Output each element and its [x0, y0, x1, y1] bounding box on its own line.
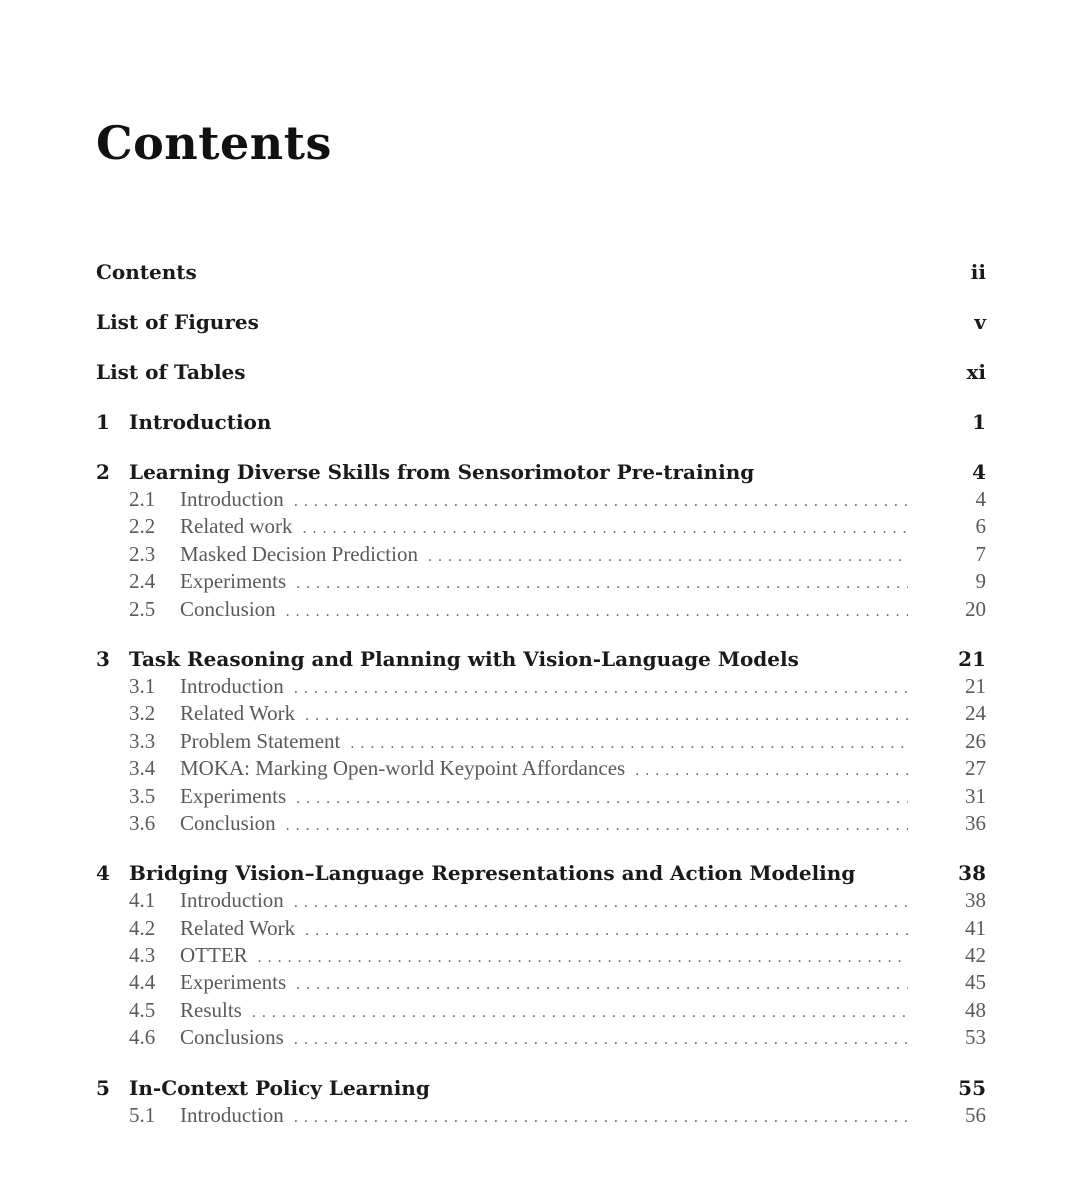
section-page: 27 — [965, 756, 986, 781]
section-number: 3.3 — [129, 728, 156, 753]
section-number: 4.4 — [129, 970, 156, 995]
section-number: 2.5 — [129, 596, 156, 621]
dot-leader — [305, 917, 908, 944]
toc-chapter-4 — [96, 859, 986, 1051]
section-title: Conclusion — [180, 596, 276, 621]
chapter-page: 4 — [972, 460, 986, 484]
section-number: 5.1 — [129, 1102, 156, 1127]
toc-entry-title: Contents — [96, 260, 197, 284]
section-number: 2.1 — [129, 487, 156, 511]
page-title: Contents — [96, 116, 332, 170]
toc-entry-title: List of Tables — [96, 360, 246, 384]
section-title: Experiments — [180, 783, 287, 808]
section-page: 42 — [965, 943, 986, 968]
section-page: 9 — [975, 569, 986, 594]
dot-leader — [350, 730, 908, 757]
chapter-title: In-Context Policy Learning — [129, 1075, 430, 1100]
dot-leader — [258, 944, 908, 971]
chapter-entry[interactable] — [96, 1074, 986, 1102]
dot-leader — [294, 675, 908, 702]
dot-leader — [286, 812, 908, 839]
toc-chapter-2 — [96, 458, 986, 623]
dot-leader — [305, 702, 908, 729]
dot-leader — [294, 1026, 908, 1053]
toc-entry-page: v — [974, 310, 986, 334]
section-number: 4.3 — [129, 943, 156, 968]
section-title: MOKA: Marking Open-world Keypoint Affordances — [180, 756, 626, 781]
section-entry[interactable] — [96, 541, 986, 568]
section-number: 3.5 — [129, 783, 156, 808]
section-entry[interactable] — [96, 915, 986, 942]
section-entry[interactable] — [96, 810, 986, 837]
section-title: Masked Decision Prediction — [180, 541, 418, 566]
section-number: 3.1 — [129, 673, 156, 698]
chapter-page: 1 — [972, 410, 986, 434]
dot-leader — [296, 570, 908, 597]
section-entry[interactable] — [96, 700, 986, 727]
chapter-number: 1 — [96, 410, 110, 434]
section-number: 2.4 — [129, 569, 156, 594]
section-page: 24 — [965, 701, 986, 726]
section-title: Introduction — [180, 487, 284, 511]
section-entry[interactable] — [96, 969, 986, 996]
section-title: Results — [180, 997, 242, 1022]
section-title: Conclusions — [180, 1025, 284, 1050]
section-page: 36 — [965, 810, 986, 835]
section-page: 56 — [965, 1102, 986, 1127]
section-entry[interactable] — [96, 728, 986, 755]
toc-entry-page: ii — [970, 260, 986, 284]
section-entry[interactable] — [96, 1024, 986, 1051]
section-entry[interactable] — [96, 673, 986, 700]
section-title: OTTER — [180, 943, 248, 968]
section-title: Problem Statement — [180, 728, 341, 753]
toc-chapter-1 — [96, 408, 986, 436]
section-page: 21 — [965, 673, 986, 698]
chapter-entry[interactable] — [96, 859, 986, 887]
chapter-title: Learning Diverse Skills from Sensorimotor Pre-training — [129, 460, 755, 484]
toc-front-list-of-figures[interactable] — [96, 308, 986, 336]
section-page: 31 — [965, 783, 986, 808]
chapter-title: Introduction — [129, 410, 272, 434]
dot-leader — [286, 598, 908, 625]
section-entry[interactable] — [96, 887, 986, 914]
section-number: 2.3 — [129, 541, 156, 566]
dot-leader — [296, 785, 908, 812]
section-number: 4.2 — [129, 915, 156, 940]
dot-leader — [635, 757, 908, 784]
toc-front-list-of-tables[interactable] — [96, 358, 986, 386]
section-number: 2.2 — [129, 514, 156, 539]
section-number: 4.5 — [129, 997, 156, 1022]
chapter-title: Task Reasoning and Planning with Vision-Language Models — [129, 646, 799, 671]
section-entry[interactable] — [96, 486, 986, 513]
section-title: Related Work — [180, 701, 296, 726]
section-page: 4 — [975, 487, 986, 511]
toc-entry[interactable] — [96, 358, 986, 386]
chapter-title: Bridging Vision–Language Representations and Action Modeling — [129, 861, 856, 886]
section-entry[interactable] — [96, 596, 986, 623]
dot-leader — [303, 515, 908, 542]
section-page: 26 — [965, 728, 986, 753]
section-entry[interactable] — [96, 783, 986, 810]
section-title: Experiments — [180, 970, 287, 995]
toc-chapter-3 — [96, 645, 986, 837]
table-of-contents — [96, 258, 986, 1129]
section-title: Introduction — [180, 1102, 284, 1127]
toc-entry-page: xi — [966, 360, 986, 384]
toc-entry-title: List of Figures — [96, 310, 259, 334]
section-page: 48 — [965, 997, 986, 1022]
section-page: 38 — [965, 888, 986, 913]
section-page: 7 — [975, 541, 986, 566]
section-title: Experiments — [180, 569, 287, 594]
chapter-page: 21 — [958, 646, 986, 671]
toc-entry[interactable] — [96, 308, 986, 336]
dot-leader — [294, 889, 908, 916]
section-number: 3.4 — [129, 756, 156, 781]
section-number: 3.2 — [129, 701, 156, 726]
section-title: Conclusion — [180, 810, 276, 835]
section-number: 3.6 — [129, 810, 156, 835]
toc-chapter-5 — [96, 1074, 986, 1129]
chapter-page: 55 — [958, 1075, 986, 1100]
section-entry[interactable] — [96, 1102, 986, 1129]
toc-front-contents[interactable] — [96, 258, 986, 286]
section-page: 20 — [965, 596, 986, 621]
section-number: 4.1 — [129, 888, 156, 913]
toc-entry[interactable] — [96, 258, 986, 286]
section-number: 4.6 — [129, 1025, 156, 1050]
section-page: 41 — [965, 915, 986, 940]
chapter-number: 4 — [96, 861, 110, 886]
chapter-page: 38 — [958, 861, 986, 886]
chapter-entry[interactable] — [96, 408, 986, 436]
dot-leader — [294, 1104, 908, 1131]
section-title: Related Work — [180, 915, 296, 940]
section-page: 45 — [965, 970, 986, 995]
section-entry[interactable] — [96, 942, 986, 969]
chapter-entry[interactable] — [96, 645, 986, 673]
dot-leader — [428, 543, 908, 570]
section-title: Related work — [180, 514, 293, 539]
dot-leader — [294, 488, 908, 515]
dot-leader — [252, 999, 908, 1026]
chapter-number: 3 — [96, 646, 110, 671]
section-entry[interactable] — [96, 568, 986, 595]
section-page: 53 — [965, 1025, 986, 1050]
section-entry[interactable] — [96, 755, 986, 782]
dot-leader — [296, 971, 908, 998]
chapter-number: 5 — [96, 1075, 110, 1100]
section-page: 6 — [975, 514, 986, 539]
chapter-number: 2 — [96, 460, 110, 484]
chapter-entry[interactable] — [96, 458, 986, 486]
section-entry[interactable] — [96, 513, 986, 540]
section-title: Introduction — [180, 673, 284, 698]
section-title: Introduction — [180, 888, 284, 913]
section-entry[interactable] — [96, 997, 986, 1024]
